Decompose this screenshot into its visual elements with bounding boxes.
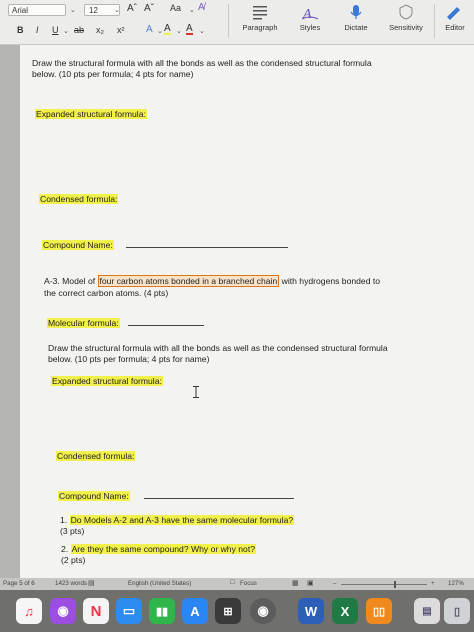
calculator-icon[interactable]: ⊞ bbox=[215, 598, 241, 624]
zoom-level[interactable]: 127% bbox=[448, 580, 464, 587]
excel-icon[interactable]: X bbox=[332, 598, 358, 624]
instruction-line: below. (10 pts per formula; 4 pts for name) bbox=[32, 69, 194, 79]
appletv-icon[interactable]: ▭ bbox=[116, 598, 142, 624]
zoom-out-button[interactable]: – bbox=[333, 580, 337, 587]
ribbon-divider bbox=[434, 4, 435, 38]
question-2-text: Are they the same compound? Why or why not? bbox=[71, 544, 255, 554]
status-bar bbox=[0, 578, 474, 590]
trash-icon[interactable]: ▯ bbox=[444, 598, 470, 624]
ribbon-toolbar bbox=[0, 0, 474, 45]
document-canvas[interactable] bbox=[0, 45, 474, 578]
question-2-number: 2. bbox=[61, 544, 71, 554]
compound-name-label: Compound Name: bbox=[59, 491, 129, 501]
web-layout-icon[interactable]: ▣ bbox=[307, 580, 314, 587]
styles-button-label[interactable]: Styles bbox=[299, 23, 321, 32]
news-icon[interactable]: N bbox=[83, 598, 109, 624]
styles-icon[interactable] bbox=[300, 4, 320, 20]
shrink-font-button[interactable]: Aˇ bbox=[144, 3, 154, 14]
expanded-formula-label: Expanded structural formula: bbox=[52, 376, 162, 386]
ribbon-divider bbox=[228, 4, 229, 38]
zoom-in-button[interactable]: + bbox=[431, 580, 435, 587]
chevron-down-icon[interactable]: ⌄ bbox=[63, 28, 69, 35]
instruction-line: Draw the structural formula with all the bonds as well as the condensed structural formula bbox=[32, 58, 372, 68]
question-2-points: (2 pts) bbox=[61, 555, 86, 565]
underline-button[interactable]: U bbox=[52, 25, 59, 35]
superscript-button[interactable]: x² bbox=[117, 25, 125, 35]
compound-name-label: Compound Name: bbox=[43, 240, 113, 250]
zoom-slider-handle[interactable] bbox=[394, 581, 396, 588]
paragraph-icon[interactable] bbox=[250, 4, 270, 20]
chevron-down-icon[interactable]: ⌄ bbox=[70, 7, 76, 14]
answer-blank[interactable] bbox=[126, 239, 288, 248]
grow-font-button[interactable]: Aˆ bbox=[127, 3, 137, 14]
instruction-line: below. (10 pts per formula; 4 pts for name) bbox=[48, 354, 210, 364]
word-icon[interactable]: W bbox=[298, 598, 324, 624]
instruction-line: Draw the structural formula with all the bonds as well as the condensed structural formula bbox=[48, 343, 388, 353]
italic-button[interactable]: I bbox=[36, 25, 39, 35]
answer-blank[interactable] bbox=[144, 490, 294, 499]
molecular-formula-label: Molecular formula: bbox=[48, 318, 119, 328]
text-effects-button[interactable]: A bbox=[146, 24, 153, 35]
question-1-text: Do Models A-2 and A-3 have the same molecular formula? bbox=[70, 515, 294, 525]
question-2 bbox=[61, 544, 256, 555]
podcasts-icon[interactable]: ◉ bbox=[50, 598, 76, 624]
document-page[interactable] bbox=[20, 45, 474, 578]
question-a3-prefix: A-3. Model of bbox=[44, 276, 98, 286]
microphone-icon[interactable] bbox=[346, 4, 366, 20]
proofing-icon[interactable]: ▤ bbox=[88, 580, 95, 587]
dock bbox=[0, 590, 474, 632]
zoom-slider[interactable] bbox=[341, 584, 427, 585]
sensitivity-button-label[interactable]: Sensitivity bbox=[389, 23, 423, 32]
font-color-button[interactable]: A bbox=[186, 23, 193, 34]
paragraph-button-label[interactable]: Paragraph bbox=[242, 23, 278, 32]
question-a3-line2: the correct carbon atoms. (4 pts) bbox=[44, 288, 169, 298]
editor-button-label[interactable]: Editor bbox=[445, 23, 465, 32]
sensitivity-icon[interactable] bbox=[396, 4, 416, 20]
highlighted-phrase: four carbon atoms bonded in a branched chain bbox=[99, 276, 278, 286]
focus-icon[interactable]: □ bbox=[230, 579, 235, 586]
dictate-button-label[interactable]: Dictate bbox=[344, 23, 368, 32]
bold-button[interactable]: B bbox=[17, 25, 24, 35]
question-1-points: (3 pts) bbox=[60, 526, 85, 536]
language-indicator[interactable]: English (United States) bbox=[128, 580, 192, 587]
chevron-down-icon[interactable]: ⌄ bbox=[176, 28, 182, 35]
subscript-button[interactable]: x₂ bbox=[96, 25, 104, 35]
chevron-down-icon[interactable]: ⌄ bbox=[199, 28, 205, 35]
strikethrough-button[interactable]: ab bbox=[74, 25, 85, 35]
chevron-down-icon[interactable]: ⌄ bbox=[114, 7, 120, 14]
font-name-value: Arial bbox=[12, 6, 29, 15]
word-count[interactable]: 1423 words bbox=[55, 580, 87, 587]
svg-text:A: A bbox=[303, 7, 312, 20]
print-layout-icon[interactable]: ▦ bbox=[292, 580, 299, 587]
change-case-button[interactable]: Aa bbox=[170, 3, 182, 13]
books-icon[interactable]: ▯▯ bbox=[366, 598, 392, 624]
numbers-icon[interactable]: ▮▮ bbox=[149, 598, 175, 624]
appstore-icon[interactable]: A bbox=[182, 598, 208, 624]
chrome-icon[interactable]: ◉ bbox=[250, 598, 276, 624]
question-1-number: 1. bbox=[60, 515, 70, 525]
question-a3 bbox=[44, 276, 464, 287]
page-count[interactable]: Page 5 of 6 bbox=[3, 580, 35, 587]
clear-formatting-button[interactable]: A̸ bbox=[198, 2, 205, 13]
focus-button[interactable]: Focus bbox=[240, 580, 257, 587]
highlight-color-button[interactable]: A bbox=[164, 23, 171, 34]
preview-icon[interactable]: ▤ bbox=[414, 598, 440, 624]
editor-icon[interactable] bbox=[444, 4, 464, 20]
condensed-formula-label: Condensed formula: bbox=[40, 194, 118, 204]
answer-blank[interactable] bbox=[128, 317, 204, 326]
question-a3-suffix: with hydrogens bonded to bbox=[279, 276, 381, 286]
music-icon[interactable]: ♫ bbox=[16, 598, 42, 624]
question-1 bbox=[60, 515, 294, 526]
font-name-dropdown[interactable] bbox=[8, 4, 66, 16]
font-size-value: 12 bbox=[89, 6, 98, 15]
chevron-down-icon[interactable]: ⌄ bbox=[157, 28, 163, 35]
condensed-formula-label: Condensed formula: bbox=[57, 451, 135, 461]
expanded-formula-label: Expanded structural formula: bbox=[36, 109, 146, 119]
chevron-down-icon[interactable]: ⌄ bbox=[189, 7, 195, 14]
text-cursor-icon bbox=[192, 386, 200, 398]
